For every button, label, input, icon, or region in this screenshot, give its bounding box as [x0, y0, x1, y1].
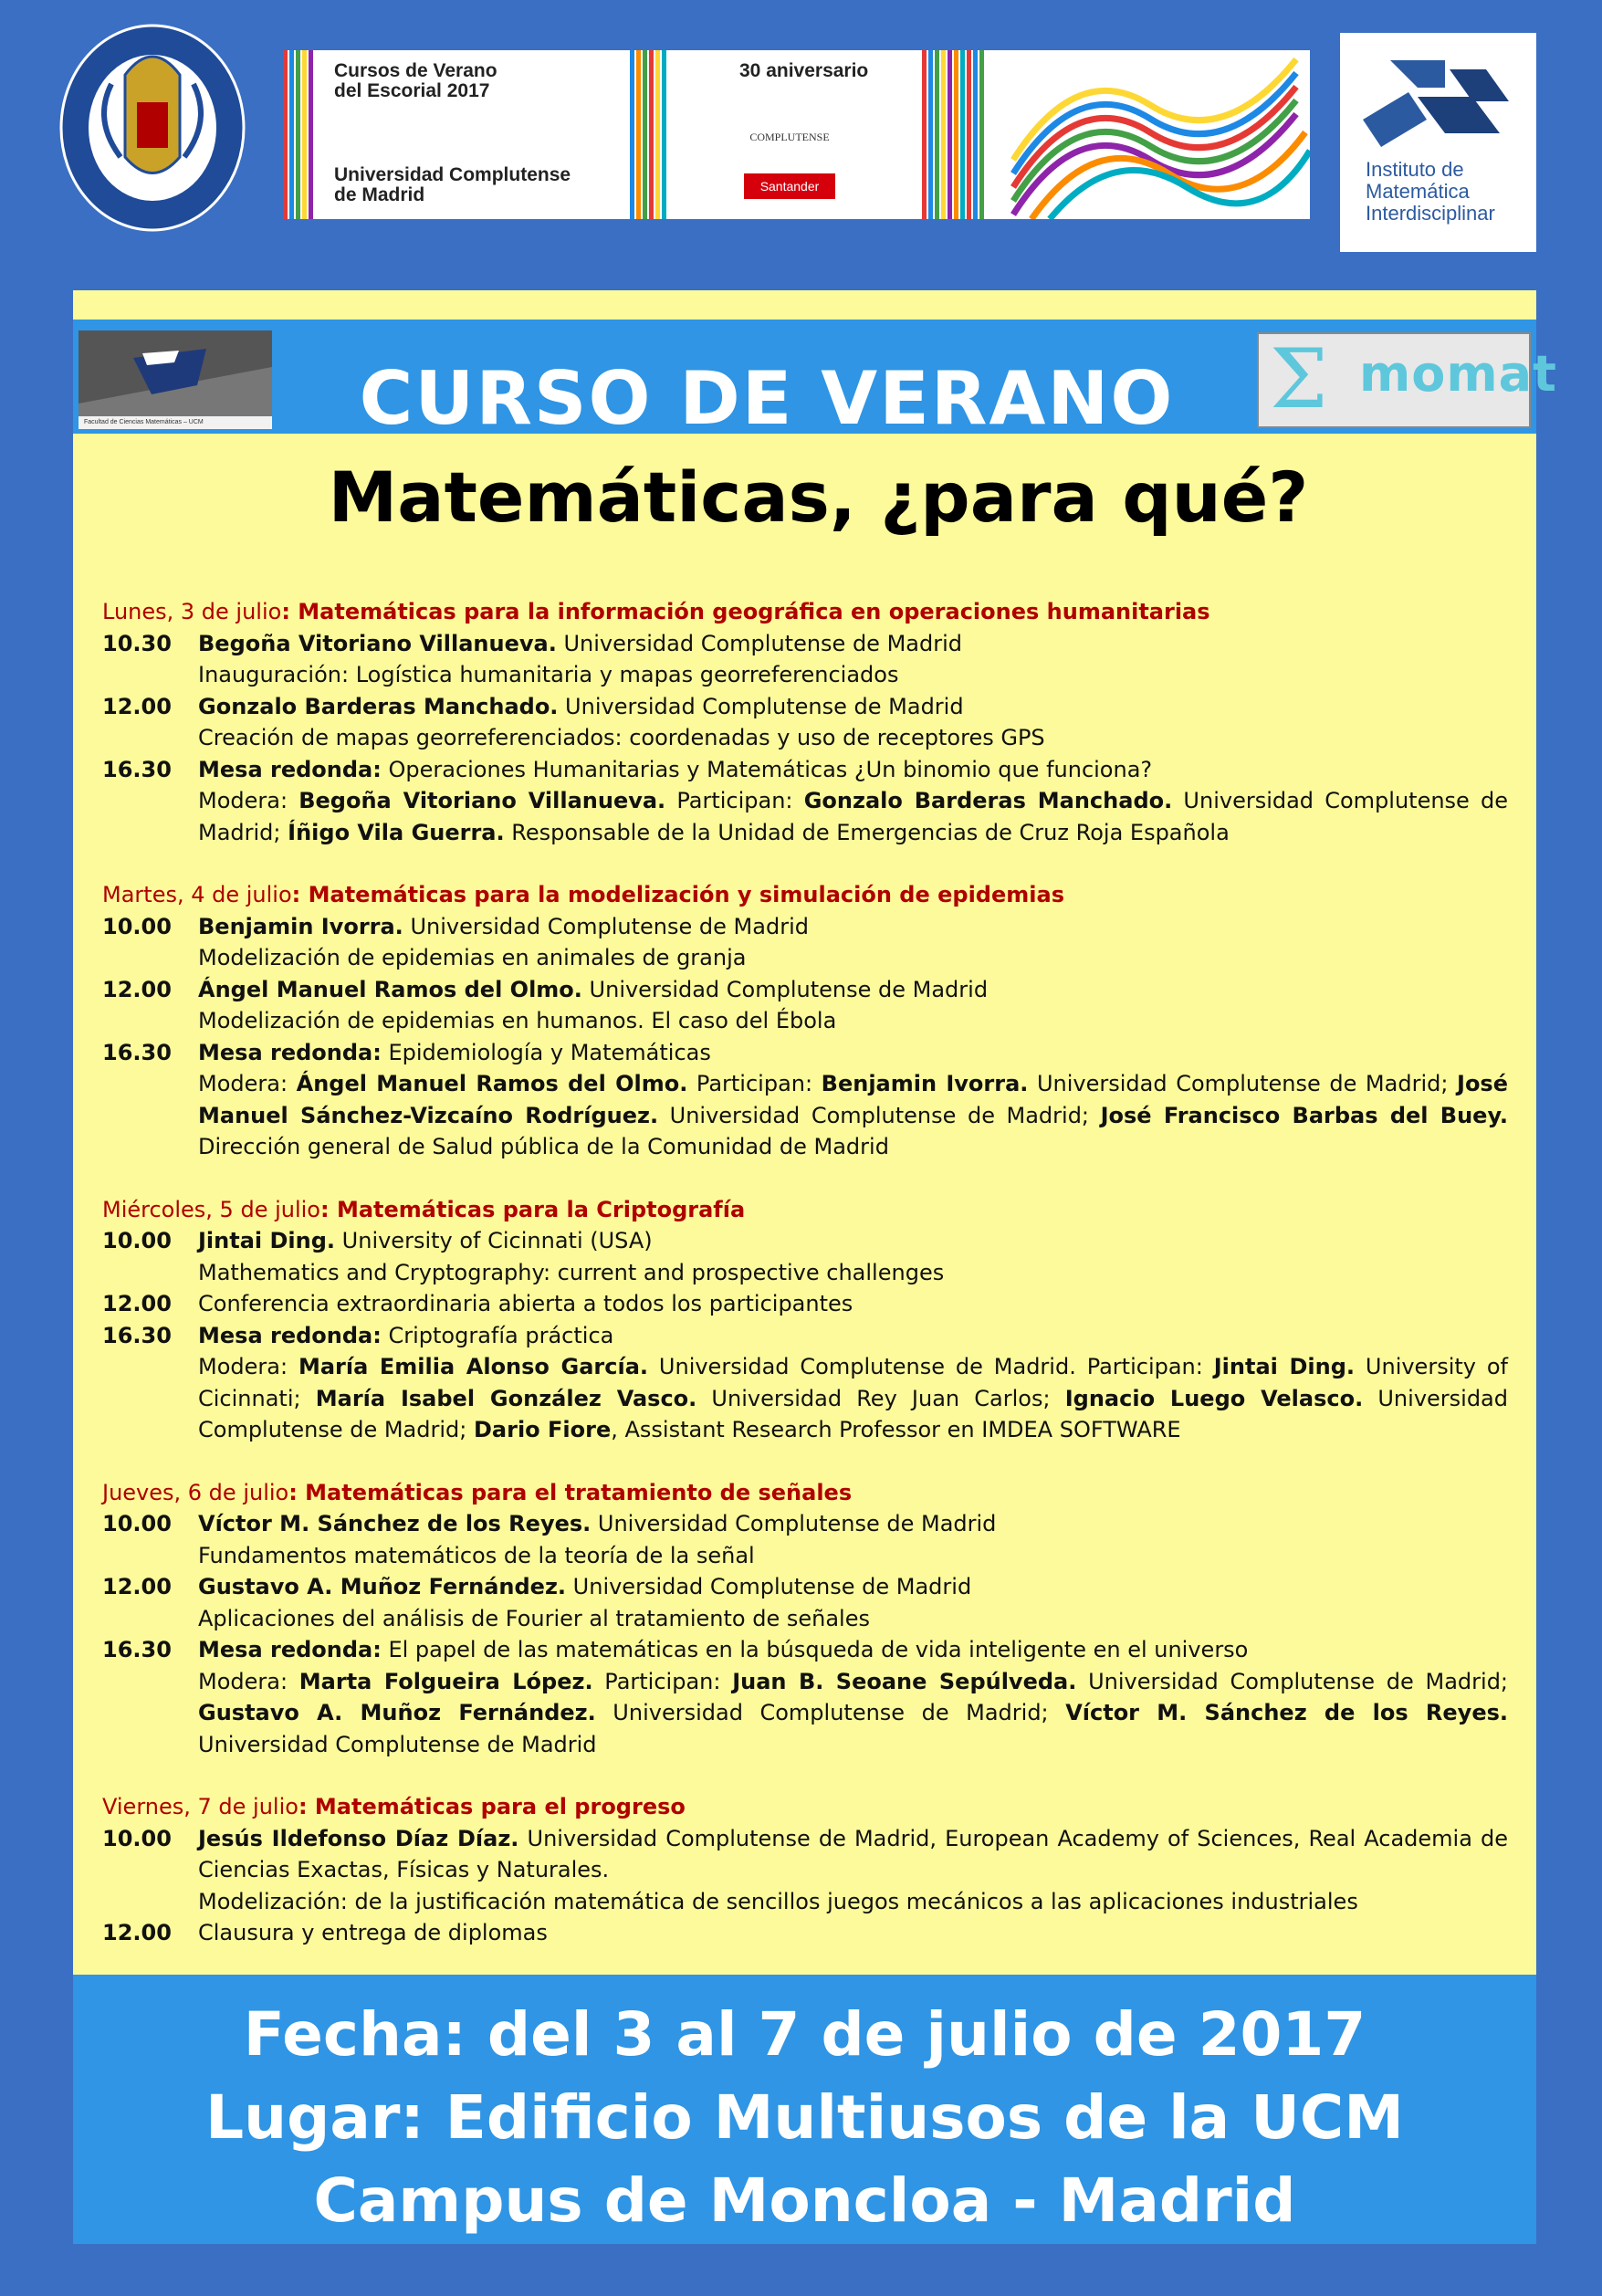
summer-course-banner — [283, 50, 1310, 219]
item-panel-text-part: Juan B. Seoane Sepúlveda. — [732, 1668, 1077, 1694]
item-main — [198, 1288, 1508, 1320]
schedule-item — [102, 911, 1508, 974]
item-time: 16.30 — [102, 1322, 172, 1348]
imi-line1: Instituto de — [1366, 158, 1464, 181]
item-body — [198, 628, 1508, 691]
ucm-seal-logo — [57, 20, 248, 235]
banner-line1: Cursos de Verano — [334, 60, 497, 81]
item-main — [198, 1320, 1508, 1352]
item-panel-text-part: Begoña Vitoriano Villanueva. — [298, 788, 666, 813]
day-date: Martes, 4 de julio — [102, 882, 292, 907]
item-body — [198, 1634, 1508, 1760]
item-talk-title: Inauguración: Logística humanitaria y mapas georreferenciados — [198, 662, 899, 687]
item-time: 12.00 — [102, 693, 172, 719]
item-time: 12.00 — [102, 1291, 172, 1316]
item-panel-text-part: Responsable de la Unidad de Emergencias de Cruz Roja Española — [504, 819, 1230, 845]
footer-campus: Campus de Moncloa - Madrid — [313, 2165, 1296, 2236]
imi-line3: Interdisciplinar — [1366, 202, 1495, 225]
item-main-text-part: Benjamin Ivorra. — [198, 913, 403, 939]
schedule-item — [102, 1225, 1508, 1288]
item-panel-text-part: Universidad Complutense de Madrid — [198, 1731, 597, 1757]
imi-line2: Matemática — [1366, 180, 1470, 203]
complutense-logo: COMPLUTENSE — [749, 131, 830, 143]
program-schedule — [102, 596, 1508, 1980]
item-time: 10.00 — [102, 1228, 172, 1253]
item-time: 10.00 — [102, 1825, 172, 1851]
item-main-text-part: Universidad Complutense de Madrid — [403, 913, 809, 939]
anniversary-label: 30 aniversario — [739, 60, 869, 81]
item-panel-text-part: Universidad Complutense de Madrid. Participan: — [648, 1354, 1214, 1379]
stripes-middle — [630, 50, 668, 219]
course-title: CURSO DE VERANO — [359, 356, 1175, 441]
item-panel-text-part: María Emilia Alonso García. — [298, 1354, 649, 1379]
item-panel-details — [198, 1068, 1508, 1163]
item-panel-text-part: Ignacio Luego Velasco. — [1064, 1385, 1364, 1411]
item-panel-details — [198, 1666, 1508, 1761]
item-main — [198, 1917, 1508, 1949]
item-talk-title: Modelización de epidemias en animales de granja — [198, 945, 747, 970]
item-time: 12.00 — [102, 976, 172, 1002]
item-time: 10.00 — [102, 1511, 172, 1536]
faculty-logo — [79, 330, 272, 429]
item-panel-text-part: María Isabel González Vasco. — [315, 1385, 697, 1411]
item-talk-title: Mathematics and Cryptography: current and prospective challenges — [198, 1259, 945, 1285]
item-main-text-part: Gonzalo Barderas Manchado. — [198, 693, 559, 719]
item-panel-details — [198, 1351, 1508, 1446]
imi-logo — [1340, 33, 1536, 252]
schedule-item — [102, 754, 1508, 849]
item-panel-text-part: , Assistant Research Professor en IMDEA SOFTWARE — [611, 1417, 1181, 1442]
faculty-caption: Facultad de Ciencias Matemáticas – UCM — [79, 416, 272, 429]
item-panel-text-part: Ángel Manuel Ramos del Olmo. — [296, 1071, 688, 1096]
item-time: 16.30 — [102, 1637, 172, 1662]
item-time: 12.00 — [102, 1574, 172, 1599]
day-date: Jueves, 6 de julio — [102, 1479, 289, 1505]
item-main-text-part: Epidemiología y Matemáticas — [381, 1039, 711, 1065]
event-info-footer — [73, 1975, 1536, 2244]
item-body — [198, 1571, 1508, 1634]
item-panel-text-part: Marta Folgueira López. — [298, 1668, 593, 1694]
item-main-text-part: El papel de las matemáticas en la búsqueda de vida inteligente en el universo — [381, 1637, 1249, 1662]
item-panel-text-part: José Manuel Sánchez-Vizcaíno Rodríguez. — [198, 1071, 1508, 1128]
day-block — [102, 879, 1508, 1163]
item-main — [198, 754, 1508, 786]
day-date: Lunes, 3 de julio — [102, 599, 282, 624]
schedule-item — [102, 1508, 1508, 1571]
item-main — [198, 1037, 1508, 1069]
item-talk-title: Creación de mapas georreferenciados: coordenadas y uso de receptores GPS — [198, 725, 1045, 750]
item-main-text-part: Mesa redonda: — [198, 1039, 382, 1065]
item-main-text-part: Mesa redonda: — [198, 756, 382, 782]
item-main-text-part: Criptografía práctica — [381, 1322, 614, 1348]
item-panel-text-part: Participan: — [665, 788, 804, 813]
day-block — [102, 1477, 1508, 1761]
item-panel-text-part: Jintai Ding. — [1213, 1354, 1356, 1379]
item-main-text-part: Universidad Complutense de Madrid — [558, 693, 964, 719]
schedule-item — [102, 1634, 1508, 1760]
imi-mark-icon — [1363, 51, 1513, 161]
item-main — [198, 628, 1508, 660]
footer-date: Fecha: del 3 al 7 de julio de 2017 — [243, 1999, 1366, 2070]
item-time: 16.30 — [102, 756, 172, 782]
item-panel-text-part: Universidad Complutense de Madrid; — [1076, 1668, 1509, 1694]
item-panel-text-part: Modera: — [198, 1354, 298, 1379]
item-main — [198, 691, 1508, 723]
item-talk-title: Aplicaciones del análisis de Fourier al tratamiento de señales — [198, 1605, 870, 1631]
item-main — [198, 1571, 1508, 1603]
schedule-item — [102, 691, 1508, 754]
schedule-item — [102, 1571, 1508, 1634]
item-talk-title: Fundamentos matemáticos de la teoría de la señal — [198, 1542, 755, 1568]
item-main-text-part: Operaciones Humanitarias y Matemáticas ¿Un binomio que funciona? — [381, 756, 1153, 782]
item-body — [198, 1225, 1508, 1288]
item-panel-text-part: Participan: — [687, 1071, 822, 1096]
item-main-text-part: Ángel Manuel Ramos del Olmo. — [198, 976, 582, 1002]
item-main — [198, 911, 1508, 943]
item-body — [198, 1917, 1508, 1949]
stripes-left — [283, 50, 315, 219]
item-time: 16.30 — [102, 1039, 172, 1065]
item-main-text-part: Universidad Complutense de Madrid — [556, 630, 962, 656]
day-heading — [102, 1194, 1508, 1226]
item-main-text-part: Mesa redonda: — [198, 1322, 382, 1348]
day-date: Miércoles, 5 de julio — [102, 1196, 320, 1222]
item-panel-text-part: José Francisco Barbas del Buey. — [1100, 1102, 1508, 1128]
momat-word: momat — [1359, 345, 1557, 403]
item-panel-text-part: Gonzalo Barderas Manchado. — [803, 788, 1173, 813]
day-date: Viernes, 7 de julio — [102, 1794, 298, 1819]
banner-line4: de Madrid — [334, 184, 425, 205]
item-body — [198, 1508, 1508, 1571]
item-main — [198, 1225, 1508, 1257]
schedule-item — [102, 1823, 1508, 1918]
item-panel-text-part: Universidad Complutense de Madrid; — [1028, 1071, 1458, 1096]
item-main — [198, 1634, 1508, 1666]
item-body — [198, 974, 1508, 1037]
item-main-text-part: Universidad Complutense de Madrid — [591, 1511, 997, 1536]
item-main-text-part: Gustavo A. Muñoz Fernández. — [198, 1574, 567, 1599]
item-panel-text-part: Dirección general de Salud pública de la Comunidad de Madrid — [198, 1134, 889, 1159]
program-panel — [73, 290, 1557, 2244]
item-main-text-part: Clausura y entrega de diplomas — [198, 1920, 548, 1945]
item-panel-text-part: Víctor M. Sánchez de los Reyes. — [1065, 1700, 1509, 1725]
item-talk-title: Modelización: de la justificación matemática de sencillos juegos mecánicos a las aplicaciones industriales — [198, 1888, 1358, 1914]
day-theme: : Matemáticas para la modelización y simulación de epidemias — [291, 882, 1064, 907]
day-heading — [102, 1791, 1508, 1823]
item-panel-text-part: Universidad Complutense de Madrid; — [198, 1385, 1508, 1442]
item-panel-text-part: Dario Fiore — [473, 1417, 612, 1442]
banner-line2: del Escorial 2017 — [334, 80, 490, 101]
banner-line3: Universidad Complutense — [334, 164, 571, 185]
item-panel-text-part: Gustavo A. Muñoz Fernández. — [198, 1700, 596, 1725]
thirty-anniversary-art — [995, 50, 1310, 219]
day-theme: : Matemáticas para el progreso — [298, 1794, 686, 1819]
item-body — [198, 1320, 1508, 1446]
schedule-item — [102, 1288, 1508, 1320]
schedule-item — [102, 1320, 1508, 1446]
item-time: 10.00 — [102, 913, 172, 939]
item-main-text-part: University of Cicinnati (USA) — [335, 1228, 653, 1253]
item-main-text-part: Mesa redonda: — [198, 1637, 382, 1662]
day-heading — [102, 879, 1508, 911]
day-heading — [102, 1477, 1508, 1509]
footer-place: Lugar: Edificio Multiusos de la UCM — [205, 2082, 1404, 2153]
item-main-text-part: Universidad Complutense de Madrid — [566, 1574, 972, 1599]
item-main-text-part: Conferencia extraordinaria abierta a todos los participantes — [198, 1291, 853, 1316]
item-body — [198, 691, 1508, 754]
item-panel-text-part: University of Cicinnati; — [198, 1354, 1508, 1411]
item-main-text-part: Jesús Ildefonso Díaz Díaz. — [198, 1825, 519, 1851]
day-block — [102, 1791, 1508, 1949]
item-body — [198, 754, 1508, 849]
santander-logo: Santander — [744, 173, 835, 199]
stripes-right — [922, 50, 986, 219]
day-theme: : Matemáticas para la información geográfica en operaciones humanitarias — [281, 599, 1210, 624]
item-panel-text-part: Universidad Complutense de Madrid; — [198, 788, 1508, 845]
item-panel-text-part: Participan: — [592, 1668, 733, 1694]
course-subtitle: Matemáticas, ¿para qué? — [328, 456, 1309, 538]
schedule-item — [102, 1917, 1508, 1949]
sigma-icon: Σ — [1270, 331, 1328, 427]
item-panel-text-part: Íñigo Vila Guerra. — [288, 819, 505, 845]
day-block — [102, 596, 1508, 848]
day-theme: : Matemáticas para el tratamiento de señales — [288, 1479, 853, 1505]
day-block — [102, 1194, 1508, 1446]
item-time: 10.30 — [102, 630, 172, 656]
item-main-text-part: Universidad Complutense de Madrid — [581, 976, 989, 1002]
item-body — [198, 1823, 1508, 1918]
item-panel-text-part: Modera: — [198, 1071, 297, 1096]
item-panel-details — [198, 785, 1508, 848]
item-body — [198, 911, 1508, 974]
item-main-text-part: Jintai Ding. — [198, 1228, 336, 1253]
momat-logo — [1257, 331, 1557, 428]
schedule-item — [102, 974, 1508, 1037]
item-main-text-part: Begoña Vitoriano Villanueva. — [198, 630, 557, 656]
item-time: 12.00 — [102, 1920, 172, 1945]
item-main-text-part: Víctor M. Sánchez de los Reyes. — [198, 1511, 592, 1536]
day-theme: : Matemáticas para la Criptografía — [319, 1196, 746, 1222]
item-main — [198, 1508, 1508, 1540]
item-main-text-part: Universidad Complutense de Madrid, European Academy of Sciences, Real Academia de Ciencias Exactas, Físicas y Naturales. — [198, 1825, 1509, 1882]
item-panel-text-part: Universidad Complutense de Madrid; — [658, 1102, 1101, 1128]
item-panel-text-part: Modera: — [198, 1668, 299, 1694]
item-panel-text-part: Benjamin Ivorra. — [821, 1071, 1029, 1096]
item-talk-title: Modelización de epidemias en humanos. El caso del Ébola — [198, 1008, 837, 1033]
item-panel-text-part: Modera: — [198, 788, 299, 813]
item-main — [198, 974, 1508, 1006]
item-panel-text-part: Universidad Rey Juan Carlos; — [696, 1385, 1065, 1411]
schedule-item — [102, 628, 1508, 691]
item-body — [198, 1288, 1508, 1320]
item-panel-text-part: Universidad Complutense de Madrid; — [595, 1700, 1066, 1725]
schedule-item — [102, 1037, 1508, 1163]
item-main — [198, 1823, 1508, 1886]
day-heading — [102, 596, 1508, 628]
item-body — [198, 1037, 1508, 1163]
